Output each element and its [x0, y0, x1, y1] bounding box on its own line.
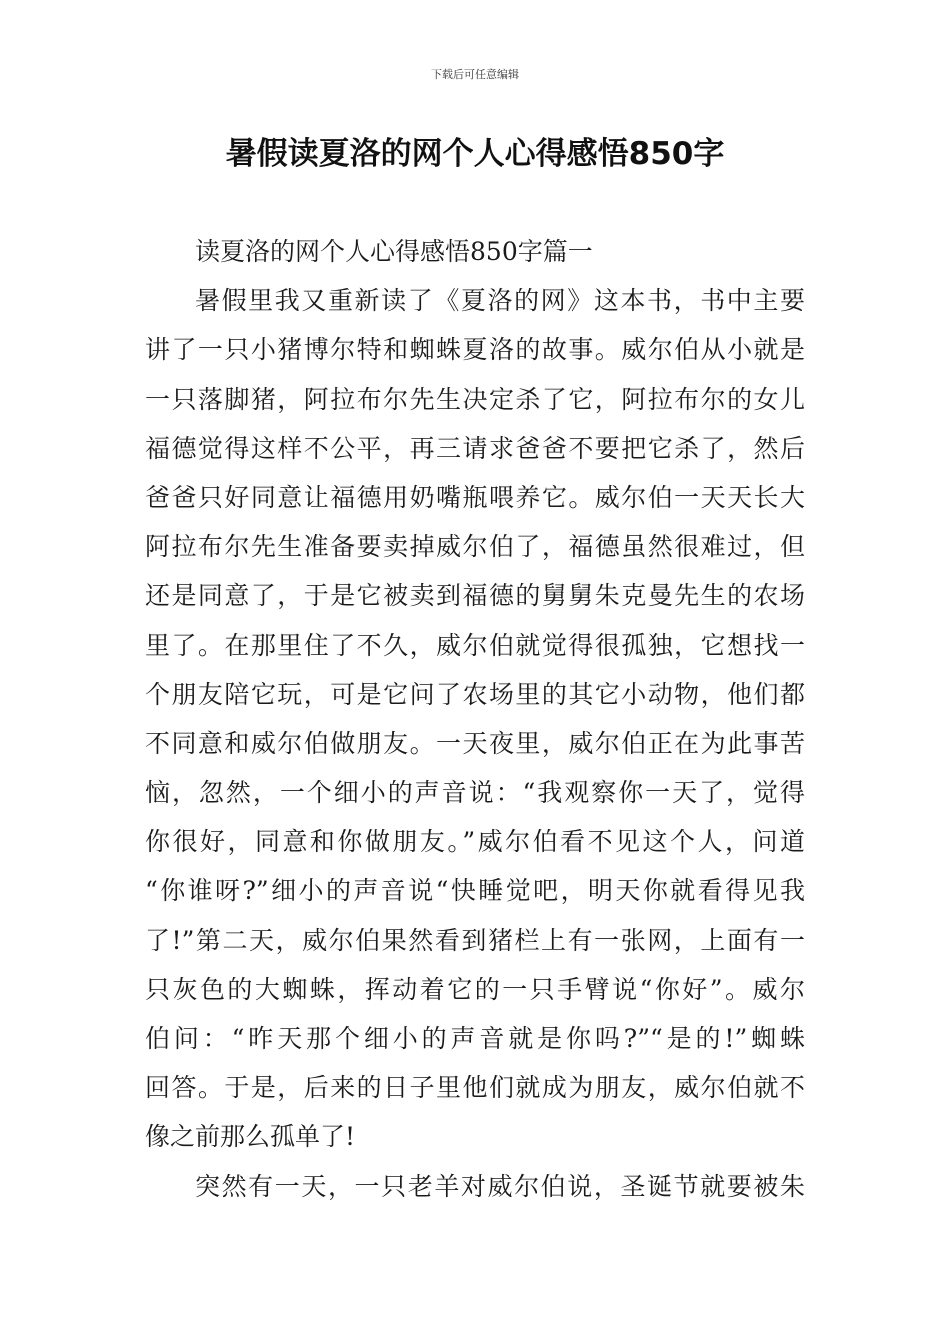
paragraph-line: “你谁呀?”细小的声音说“快睡觉吧，明天你就看得见我 [145, 876, 805, 906]
paragraph-line: 回答。于是，后来的日子里他们就成为朋友，威尔伯就不 [145, 1073, 805, 1103]
paragraph-line: 你很好，同意和你做朋友。”威尔伯看不见这个人，问道 [145, 827, 805, 857]
section-subtitle: 读夏洛的网个人心得感悟850字篇一 [195, 237, 593, 266]
document-title: 暑假读夏洛的网个人心得感悟850字 [225, 136, 725, 172]
paragraph-line: 阿拉布尔先生准备要卖掉威尔伯了，福德虽然很难过，但 [145, 532, 805, 562]
paragraph-line: 爸爸只好同意让福德用奶嘴瓶喂养它。威尔伯一天天长大 [145, 482, 805, 512]
paragraph-line: 突然有一天，一只老羊对威尔伯说，圣诞节就要被朱 [195, 1171, 805, 1201]
paragraph-line: 恼，忽然，一个细小的声音说：“我观察你一天了，觉得 [145, 778, 805, 808]
paragraph-line: 个朋友陪它玩，可是它问了农场里的其它小动物，他们都 [145, 679, 805, 709]
paragraph-line: 里了。在那里住了不久，威尔伯就觉得很孤独，它想找一 [145, 630, 805, 660]
paragraph-line: 暑假里我又重新读了《夏洛的网》这本书，书中主要 [195, 286, 805, 316]
paragraph-line: 像之前那么孤单了! [145, 1122, 356, 1152]
paragraph-line: 只灰色的大蜘蛛，挥动着它的一只手臂说“你好”。威尔 [145, 974, 805, 1004]
paragraph-line: 不同意和威尔伯做朋友。一天夜里，威尔伯正在为此事苦 [145, 728, 805, 758]
paragraph-line: 还是同意了，于是它被卖到福德的舅舅朱克曼先生的农场 [145, 581, 805, 611]
paragraph-line: 了!”第二天，威尔伯果然看到猪栏上有一张网，上面有一 [145, 925, 805, 955]
paragraph-line: 伯问：“昨天那个细小的声音就是你吗?”“是的!”蜘蛛 [145, 1024, 805, 1053]
document-body [145, 227, 805, 1211]
paragraph-line: 讲了一只小猪博尔特和蜘蛛夏洛的故事。威尔伯从小就是 [145, 335, 805, 365]
header-note: 下载后可任意编辑 [431, 68, 519, 81]
paragraph-line: 福德觉得这样不公平，再三请求爸爸不要把它杀了，然后 [145, 433, 805, 463]
paragraph-line: 一只落脚猪，阿拉布尔先生决定杀了它，阿拉布尔的女儿 [145, 384, 805, 414]
